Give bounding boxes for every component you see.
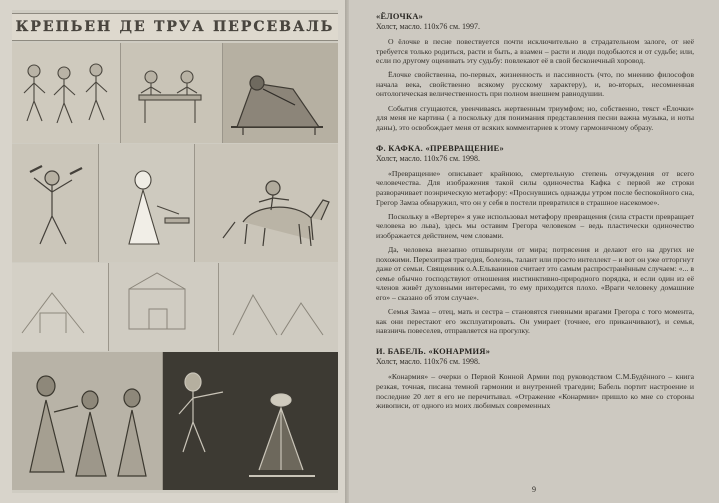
paragraph: О ёлочке в песне повествуется почти исключительно в страдательном залоге, от неё требуется только родиться, расти и быть, а взамен – расти и люди подобьются и от судьбе; или, если по другому оценивать эту судьбу: повлекают её в свой бесконечный хоровод. (376, 37, 694, 66)
paragraph: «Конармия» – очерки о Первой Конной Армии под руководством С.М.Будённого – книга резкая, точная, писана темной гармонии и внутренней трагедии; Бабель портит настроение и последние 20 лет я его не перечитывал. «Отражение «Конармии» пришло ко мне со стороны живописи, от одного из моих любимых современных (376, 372, 694, 411)
plate-title-band (12, 13, 338, 41)
section-gap (376, 137, 694, 144)
figure-pale-interior-right (219, 263, 338, 351)
figure-pale-interior-left (12, 263, 108, 351)
section-heading: И. БАБЕЛЬ. «КОНАРМИЯ» (376, 347, 491, 357)
paragraph: События сгущаются, увенчиваясь жертвенным триумфом; но, собственно, текст «Ёлочки» для меня не картина ( а поскольку для понимания представления песни важна музыка, и ноты даны), это освобождает меня от всяких комментариев к этому гармоничному образу. (376, 103, 694, 132)
painting-plate (12, 10, 338, 493)
section-subheading: Холст, масло. 110х76 см. 1997. (376, 22, 481, 31)
plate-band-row-4 (12, 352, 338, 490)
plate-title-word-4: ПЕРСЕВАЛЬ (212, 19, 335, 35)
plate-title-word-3: ТРУА (153, 19, 206, 35)
left-page-illustration (0, 0, 349, 503)
figure-reclining-on-bed (223, 43, 338, 143)
section-elochka (376, 12, 694, 132)
section-babel-konarmiya (376, 347, 694, 410)
paragraph: Поскольку в «Вертере» я уже использовал метафору превращения (сила страсти превращает человека во льва), здесь мы оставим Грегора человеком – ведь пластически одиночество изображается действием, чем словами. (376, 211, 694, 240)
section-heading: Ф. КАФКА. «ПРЕВРАЩЕНИЕ» (376, 143, 505, 153)
figure-with-axe (12, 144, 98, 262)
section-gap (376, 340, 694, 347)
section-kafka-metamorphosis (376, 144, 694, 336)
paragraph: «Превращение» описывает крайнюю, смертельную степень отчуждения от всего человечества. Для изображения такой силы одиночества Кафка с первой же строки разворачивает поэнрическую метафору: «Проснувшись однажды утром после беспокойного сна, Грегор Замза обнаружил, что он у себя в постели превратился в страшное насекомое». (376, 168, 694, 207)
paragraph: Да, человека внезапно отшвырнули от мира; потрясения и делают его на других не похожими. Перехитрая трагедия, болезнь, талант или просто интеллект – и вот он уже отторгнут даже от семьи. Священник о.А.Ельванинов считает это самым распространённым случаем: «... в семье обычно господствуют отношения инстинктивно-природного порядка, и если один из её членов живёт духовными интересами, то ему приходится плохо. «Враги человеку домашние его» – сказано об этом случае». (376, 245, 694, 302)
figure-table-scene (121, 43, 222, 143)
plate-band-row-3 (12, 263, 338, 351)
text-column (376, 12, 694, 415)
section-heading: «ЁЛОЧКА» (376, 12, 424, 21)
paragraph: Семья Замза – отец, мать и сестра – становятся гневными врагами Грегора с того момента, как они перестают его эксплуатировать. Он умирает (точнее, его приканчивают), и семья, навзничь повеселев, отправляется на прогулку. (376, 307, 694, 336)
right-page-text (349, 0, 719, 503)
figure-dark-interior-room (163, 352, 338, 490)
plate-title-word-1: КРЕПЬЕН (15, 19, 113, 35)
paragraph: Ёлочке свойственна, по-первых, жизненность и пассивность (что, по мнению философов начала века, свойственно всякому русскому характеру), и, во-вторых, несомненная онтологическая величественность при полном внешнем равнодушии. (376, 70, 694, 99)
plate-title-word-2: ДЕ (119, 19, 147, 35)
section-subheading: Холст, масло. 110х76 см. 1998. (376, 357, 481, 367)
plate-band-row-2 (12, 144, 338, 262)
figure-three-standing-dark (12, 352, 162, 490)
figure-group-standing (12, 43, 120, 143)
figure-white-robed (99, 144, 194, 262)
plate-band-row-1 (12, 43, 338, 143)
section-subheading: Холст, масло. 110х76 см. 1998. (376, 153, 481, 163)
page-number: 9 (532, 485, 536, 494)
figure-horseman (195, 144, 338, 262)
figure-pale-interior-middle (109, 263, 218, 351)
